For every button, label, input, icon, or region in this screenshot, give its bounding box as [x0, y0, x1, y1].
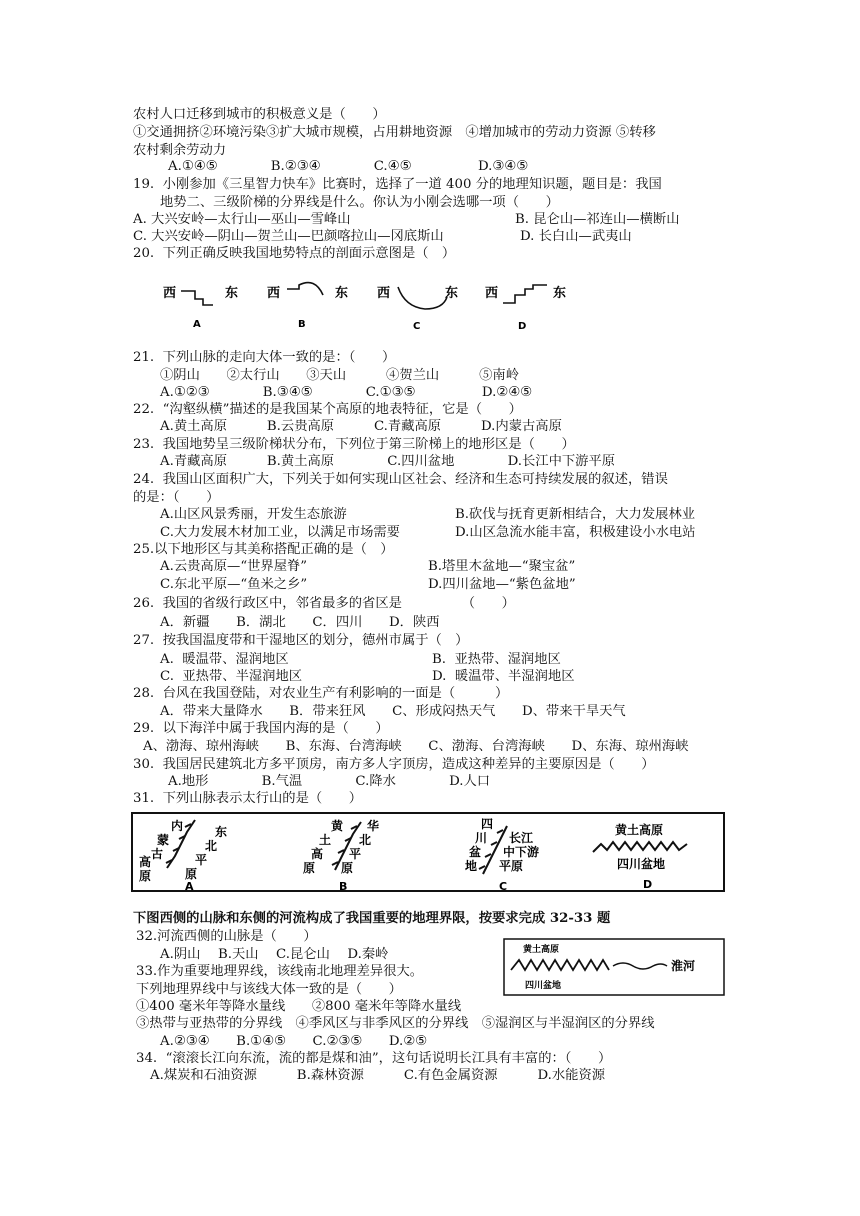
q33-choices: A.②③④ B.①④⑤ C.②③⑤ D.②⑤ [160, 1034, 428, 1049]
q22-choices: A.黄土高原 B.云贵高原 C.青藏高原 D.内蒙古高原 [160, 419, 562, 434]
svg-text:高: 高 [311, 847, 324, 861]
q29-choices: A、渤海、琼州海峡 B、东海、台湾海峡 C、渤海、台湾海峡 D、东海、琼州海峡 [143, 739, 689, 754]
q29-stem: 29. 以下海洋中属于我国内海的是（ ） [133, 721, 389, 736]
q34-choices: A.煤炭和石油资源 B.森林资源 C.有色金属资源 D.水能资源 [150, 1068, 606, 1083]
fig20-label-b: B [298, 319, 306, 330]
q30-choices: A.地形 B.气温 C.降水 D.人口 [168, 774, 491, 789]
mountain-line-d [593, 842, 687, 852]
q21-choices: A.①②③ B.③④⑤ C.①③⑤ D.②④⑤ [160, 385, 533, 400]
svg-text:原: 原 [341, 861, 354, 875]
svg-text:土: 土 [319, 833, 332, 847]
fig20-west-b: 西 [267, 286, 281, 301]
fig31-panel-c [465, 817, 539, 892]
q33-stem-cont: 下列地理界线中与该线大体一致的是（ ） [136, 982, 402, 997]
fig32-river-line [613, 963, 667, 969]
q21-items: ①阴山 ②太行山 ③天山 ④贺兰山 ⑤南岭 [160, 368, 520, 383]
q27-option-d: D. 暖温带、半湿润地区 [432, 669, 575, 684]
profile-b [287, 283, 323, 295]
svg-text:黄土高原: 黄土高原 [615, 823, 664, 837]
q20-stem: 20. 下列正确反映我国地势特点的剖面示意图是（ ） [133, 246, 456, 261]
fig31-panel-a [139, 818, 227, 892]
q19-option-c: C. 大兴安岭—阴山—贺兰山—巴颜喀拉山—冈底斯山 [133, 229, 444, 244]
svg-text:平原: 平原 [499, 859, 524, 873]
q24-option-b: B.砍伐与抚育更新相结合，大力发展林业 [455, 507, 696, 522]
q22-stem: 22. “沟壑纵横”描述的是我国某个高原的地表特征，它是（ ） [133, 402, 522, 417]
svg-text:北: 北 [359, 833, 372, 847]
q27-option-a: A. 暖温带、湿润地区 [160, 652, 289, 667]
q18-stem: 农村人口迁移到城市的积极意义是（ ） [133, 107, 386, 122]
svg-text:地: 地 [465, 859, 478, 873]
q34-stem: 34. “滚滚长江向东流，流的都是煤和油”，这句话说明长江具有丰富的：（ ） [136, 1051, 612, 1066]
fig20-west-d: 西 [485, 286, 499, 301]
q27-option-c: C. 亚热带、半湿润地区 [160, 669, 303, 684]
q24-stem: 24. 我国山区面积广大，下列关于如何实现山区社会、经济和生态可持续发展的叙述，错误 [133, 472, 668, 487]
svg-text:C: C [499, 880, 508, 892]
q24-option-d: D.山区急流水能丰富，积极建设小水电站 [455, 525, 696, 540]
q19-stem: 19. 小刚参加《三星智力快车》比赛时，选择了一道 400 分的地理知识题，题目是：我国 [133, 177, 662, 192]
q25-option-c: C.东北平原—“鱼米之乡” [160, 577, 308, 592]
q24-option-c: C.大力发展木材加工业，以满足市场需要 [160, 525, 400, 540]
q27-stem: 27. 按我国温度带和干湿地区的划分，德州市属于（ ） [133, 633, 469, 648]
fig31-panel-d [593, 822, 687, 891]
fig20-label-a: A [193, 319, 201, 330]
svg-text:原: 原 [139, 869, 152, 883]
fig20-east-b: 东 [335, 286, 349, 301]
q25-option-b: B.塔里木盆地—“聚宝盆” [428, 559, 576, 574]
svg-text:原: 原 [303, 861, 316, 875]
fig31-panel-b [303, 818, 379, 892]
q25-stem: 25.以下地形区与其美称搭配正确的是（ ） [133, 542, 394, 557]
q24-stem-cont: 的是：（ ） [133, 490, 220, 505]
q19-option-b: B. 昆仑山—祁连山—横断山 [515, 212, 680, 227]
svg-text:高: 高 [139, 855, 152, 869]
fig32-top-label: 黄土高原 [523, 945, 560, 955]
svg-text:古: 古 [151, 847, 164, 861]
q32-figure [503, 938, 725, 996]
q31-figure [131, 812, 725, 892]
q26-stem: 26. 我国的省级行政区中，邻省最多的省区是 （ ） [133, 596, 515, 611]
q18-options-text: ①交通拥挤②环境污染③扩大城市规模，占用耕地资源 ④增加城市的劳动力资源 ⑤转移 [133, 125, 656, 140]
q30-stem: 30. 我国居民建筑北方多平顶房，南方多人字顶房，造成这种差异的主要原因是（ ） [133, 757, 655, 772]
svg-text:A: A [185, 880, 194, 892]
svg-text:蒙: 蒙 [157, 833, 170, 847]
q25-option-a: A.云贵高原—“世界屋脊” [160, 559, 308, 574]
fig20-label-d: D [518, 321, 527, 332]
q26-choices: A．新疆 B．湖北 C．四川 D．陕西 [160, 615, 440, 630]
q27-option-b: B. 亚热带、湿润地区 [432, 652, 561, 667]
q33-items-1: ①400 毫米年等降水量线 ②800 毫米年等降水量线 [136, 999, 462, 1014]
fig20-west-c: 西 [377, 286, 391, 301]
q23-choices: A.青藏高原 B.黄土高原 C.四川盆地 D.长江中下游平原 [160, 454, 616, 469]
q33-stem: 33.作为重要地理界线，该线南北地理差异很大。 [136, 964, 424, 979]
svg-text:四: 四 [481, 817, 494, 831]
q32-choices: A.阴山 B.天山 C.昆仑山 D.秦岭 [160, 947, 389, 962]
svg-text:长江: 长江 [509, 831, 534, 845]
fig20-east-a: 东 [225, 286, 239, 301]
fig20-label-c: C [413, 321, 421, 332]
svg-text:北: 北 [205, 839, 218, 853]
q19-option-a: A. 大兴安岭—太行山—巫山—雪峰山 [133, 212, 351, 227]
svg-text:原: 原 [185, 867, 198, 881]
q18-choices: A.①④⑤ B.②③④ C.④⑤ D.③④⑤ [168, 159, 529, 174]
fig32-mountain-line [511, 960, 609, 970]
q32-33-instruction: 下图西侧的山脉和东侧的河流构成了我国重要的地理界限，按要求完成 32-33 题 [133, 911, 611, 926]
svg-text:平: 平 [195, 853, 208, 867]
q19-option-d: D. 长白山—武夷山 [520, 229, 632, 244]
q28-stem: 28. 台风在我国登陆，对农业生产有利影响的一面是（ ） [133, 686, 509, 701]
q21-stem: 21. 下列山脉的走向大体一致的是：（ ） [133, 350, 396, 365]
profile-c [398, 287, 447, 309]
fig20-east-d: 东 [553, 286, 567, 301]
svg-text:华: 华 [367, 819, 380, 833]
q25-option-d: D.四川盆地—“紫色盆地” [428, 577, 576, 592]
svg-text:东: 东 [215, 825, 228, 839]
q28-choices: A．带来大量降水 B．带来狂风 C、形成闷热天气 D、带来干旱天气 [160, 704, 626, 719]
q23-stem: 23. 我国地势呈三级阶梯状分布，下列位于第三阶梯上的地形区是（ ） [133, 437, 575, 452]
svg-text:盆: 盆 [469, 845, 482, 859]
q33-items-2: ③热带与亚热带的分界线 ④季风区与非季风区的分界线 ⑤湿润区与半湿润区的分界线 [136, 1016, 655, 1031]
fig32-river-label: 淮河 [671, 959, 696, 973]
q31-stem: 31. 下列山脉表示太行山的是（ ） [133, 791, 363, 806]
svg-text:黄: 黄 [331, 819, 344, 833]
profile-d [503, 285, 547, 303]
svg-text:B: B [339, 880, 348, 892]
svg-text:川: 川 [475, 831, 488, 845]
svg-text:D: D [643, 878, 653, 891]
fig32-bottom-label: 四川盆地 [525, 981, 562, 991]
profile-a [181, 291, 213, 305]
q32-stem: 32.河流西侧的山脉是（ ） [136, 929, 317, 944]
svg-text:中下游: 中下游 [503, 845, 540, 859]
q18-options-text-cont: 农村剩余劳动力 [133, 143, 227, 158]
q24-option-a: A.山区风景秀丽，开发生态旅游 [160, 507, 347, 522]
svg-text:平: 平 [349, 847, 362, 861]
svg-text:内: 内 [171, 819, 184, 833]
svg-text:四川盆地: 四川盆地 [617, 857, 666, 871]
fig20-east-c: 东 [445, 286, 459, 301]
q20-figure [155, 275, 575, 337]
q19-stem-cont: 地势二、三级阶梯的分界线是什么。你认为小刚会选哪一项（ ） [160, 195, 559, 210]
fig20-west-a: 西 [163, 286, 177, 301]
